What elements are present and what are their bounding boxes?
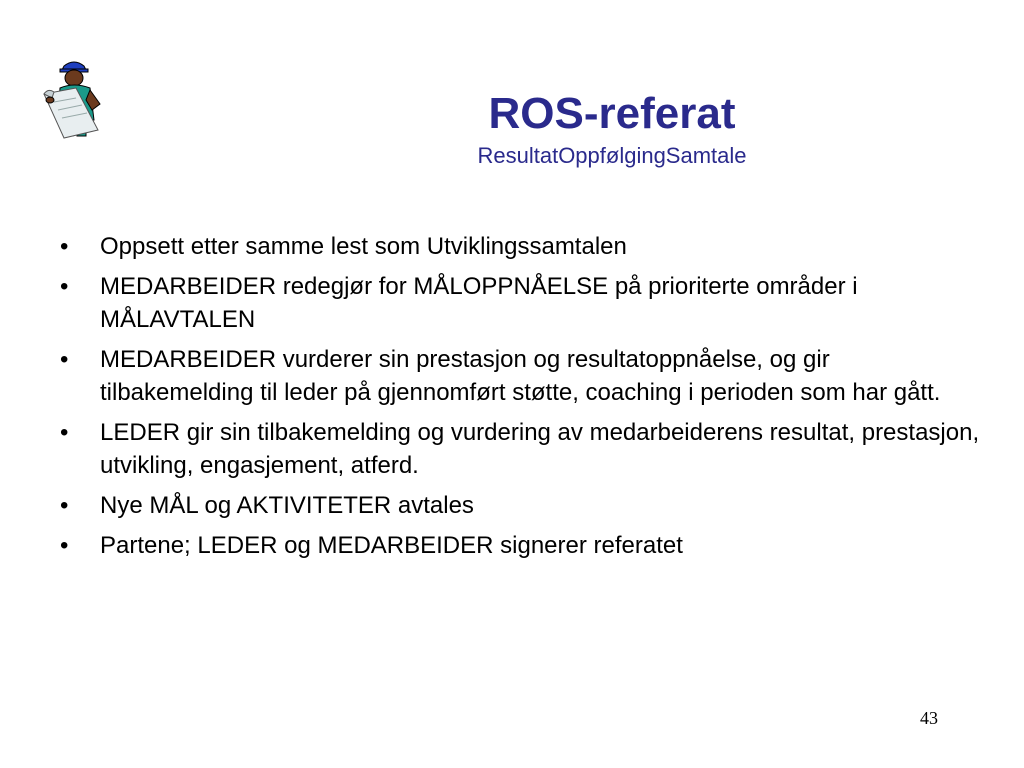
slide-subtitle: ResultatOppfølgingSamtale — [477, 143, 747, 168]
worker-with-blueprint-icon — [40, 58, 108, 140]
list-item — [60, 230, 980, 263]
title-block — [200, 88, 1024, 170]
bullet-marker: • — [60, 532, 69, 559]
bullet-marker: • — [60, 273, 69, 300]
list-item — [60, 489, 980, 522]
slide-title: ROS-referat — [488, 89, 736, 138]
bullet-marker: • — [60, 346, 69, 373]
list-item — [60, 270, 980, 336]
bullet-list — [60, 230, 980, 569]
bullet-text: LEDER gir sin tilbakemelding og vurdering av medarbeiderens resultat, prestasjon, utvikling, engasjement, atferd. — [100, 419, 980, 479]
bullet-text: Oppsett etter samme lest som Utviklingssamtalen — [100, 233, 627, 260]
bullet-marker: • — [60, 492, 69, 519]
list-item — [60, 416, 980, 482]
list-item — [60, 529, 980, 562]
list-item — [60, 343, 980, 409]
bullet-marker: • — [60, 233, 69, 260]
bullet-marker: • — [60, 419, 69, 446]
bullet-text: MEDARBEIDER redegjør for MÅLOPPNÅELSE på prioriterte områder i MÅLAVTALEN — [100, 273, 858, 333]
bullet-text: Partene; LEDER og MEDARBEIDER signerer referatet — [100, 532, 683, 559]
bullet-text: MEDARBEIDER vurderer sin prestasjon og resultatoppnåelse, og gir tilbakemelding til leder på gjennomført støtte, coaching i perioden som har gått. — [100, 346, 941, 406]
page-number: 43 — [920, 708, 938, 728]
bullet-text: Nye MÅL og AKTIVITETER avtales — [100, 492, 474, 519]
